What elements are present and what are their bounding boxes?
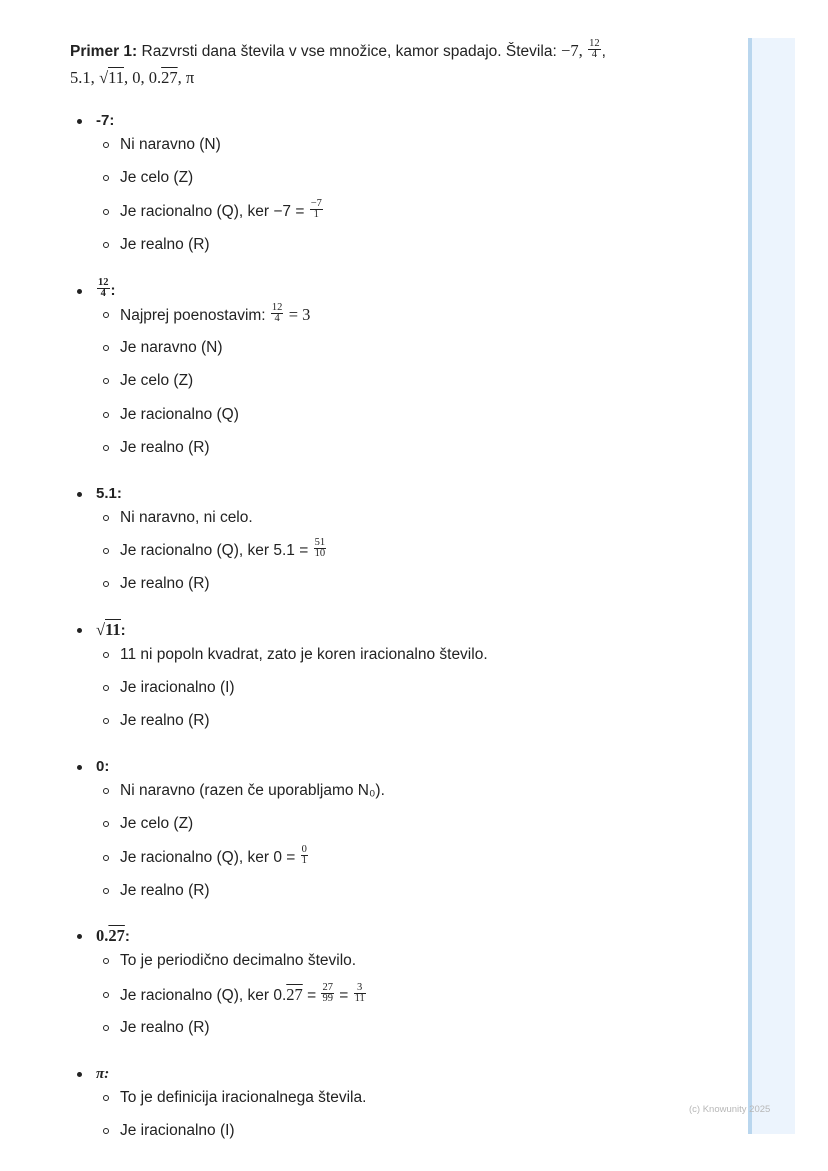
list-item-pi: [70, 1063, 730, 1154]
sub-item: Je naravno (N): [96, 337, 730, 370]
sub-item: Je racionalno (Q), ker 0 = $\frac{0}{1}$: [96, 847, 730, 880]
sub-item: Ni naravno (razen če uporabljamo N₀).: [96, 780, 730, 813]
sub-item: Je iracionalno (I): [96, 677, 730, 710]
list-item-12-4: [70, 277, 730, 471]
sub-item: Je realno (R): [96, 880, 730, 913]
sub-item: Je celo (Z): [96, 813, 730, 846]
sub-item: Ni naravno (N): [96, 134, 730, 167]
fraction: $\frac{-7}{1}$: [310, 198, 322, 221]
sub-item: Je realno (R): [96, 573, 730, 606]
number-5-1: 5.1,: [70, 68, 95, 87]
sub-item: Je racionalno (Q), ker 0.27 = $\frac{27}{99}$ = $\frac{3}{11}$: [96, 984, 730, 1017]
sub-item: Je racionalno (Q), ker −7 = $\frac{-7}{1}$: [96, 201, 730, 234]
list-item-sqrt11: [70, 619, 730, 744]
sub-item: To je periodično decimalno število.: [96, 950, 730, 983]
example-intro: Primer 1: Razvrsti dana števila v vse množice, kamor spadajo. Števila: −7, $\frac{12}{4}$ , 5.1, √11, 0, 0.27, π: [70, 38, 606, 87]
list-item-neg7: [70, 110, 730, 268]
example-text: Razvrsti dana števila v vse množice, kamor spadajo. Števila:: [141, 43, 557, 60]
document-content: [70, 38, 730, 1165]
fraction: $\frac{27}{99}$: [322, 982, 333, 1005]
sub-item: Je realno (R): [96, 710, 730, 743]
item-heading: 0.27:: [96, 925, 730, 948]
sub-item: Najprej poenostavim: $\frac{12}{4}$ = 3: [96, 304, 730, 337]
sub-item: Je iracionalno (I): [96, 1120, 730, 1153]
fraction: $\frac{12}{4}$: [271, 301, 283, 324]
page-sidebar: [748, 38, 795, 1134]
item-heading: 0:: [96, 756, 730, 778]
fraction: $\frac{0}{1}$: [301, 844, 307, 867]
list-item-5-1: [70, 483, 730, 607]
fraction-12-4: $\frac{12}{4}$: [589, 38, 600, 61]
list-item-zero: [70, 756, 730, 914]
copyright-footer: (c) Knowunity 2025: [689, 1104, 771, 1115]
item-heading: -7:: [96, 110, 730, 132]
item-heading: $\frac{12}{4}$ :: [96, 280, 730, 302]
sub-item: 11 ni popoln kvadrat, zato je koren iracionalno število.: [96, 644, 730, 677]
sub-item: Je realno (R): [96, 234, 730, 267]
example-label: Primer 1:: [70, 43, 138, 60]
sub-item: Je racionalno (Q): [96, 404, 730, 437]
item-heading: π:: [96, 1063, 730, 1085]
sub-item: Je realno (R): [96, 437, 730, 470]
sub-item: Je racionalno (Q), ker 5.1 = $\frac{51}{10}$: [96, 540, 730, 573]
item-heading: √11:: [96, 619, 730, 642]
sub-item: Je celo (Z): [96, 370, 730, 403]
item-heading: 5.1:: [96, 483, 730, 505]
number-list: [70, 110, 730, 1153]
fraction: $\frac{3}{11}$: [354, 982, 365, 1005]
sub-item: Je realno (R): [96, 1017, 730, 1050]
sub-item: To je definicija iracionalnega števila.: [96, 1087, 730, 1120]
sqrt-11: √11: [99, 68, 125, 87]
sub-item: Ni naravno, ni celo.: [96, 507, 730, 540]
number-neg7: −7,: [561, 41, 583, 60]
fraction: $\frac{51}{10}$: [314, 537, 326, 560]
list-item-periodic: [70, 925, 730, 1050]
repeating-27: 27: [161, 68, 178, 87]
sub-item: Je celo (Z): [96, 167, 730, 200]
